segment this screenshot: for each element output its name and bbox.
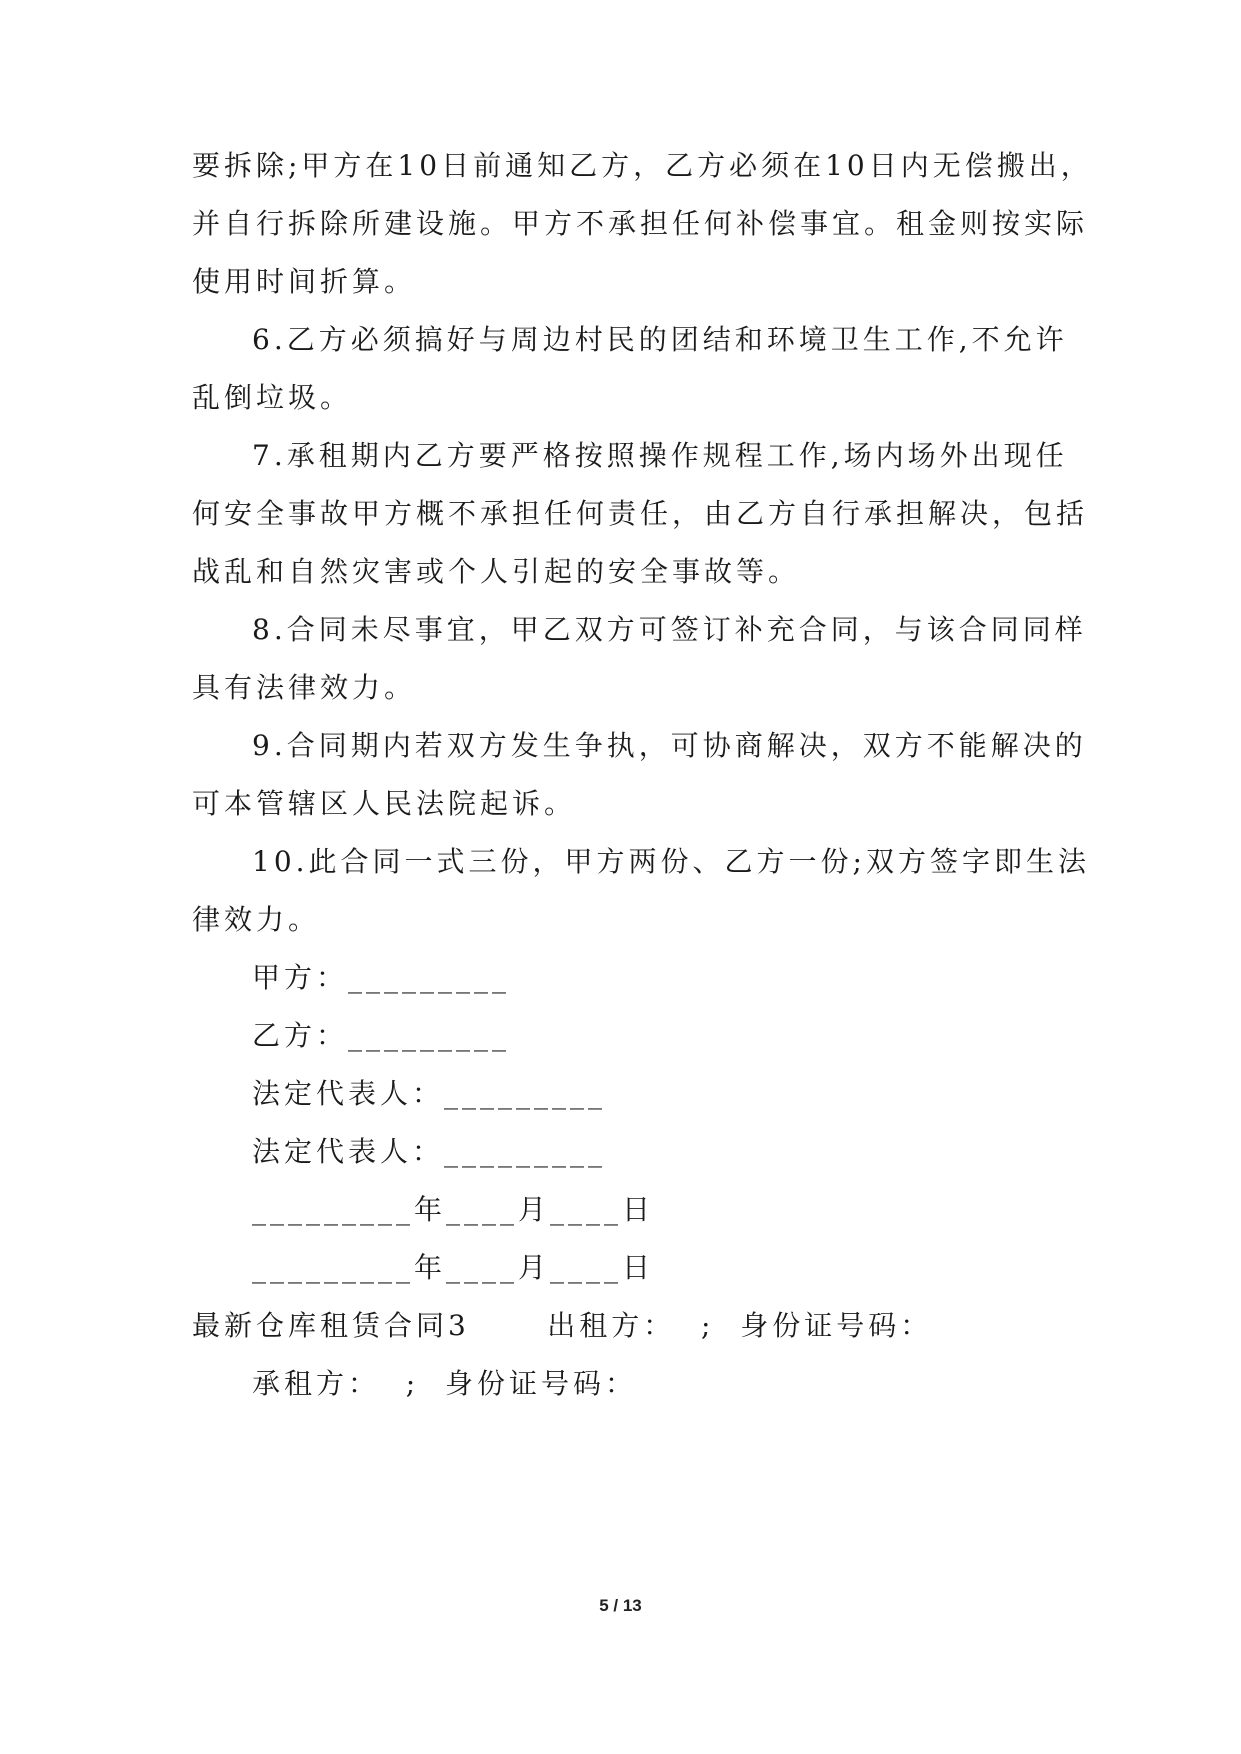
text-line: 律效力。 — [192, 903, 321, 936]
text-line: 具有法律效力。 — [192, 671, 417, 704]
date-line-b: _________年____月____日 — [252, 1251, 655, 1284]
text-line: 7.承租期内乙方要严格按照操作规程工作,场内场外出现任 — [252, 439, 1068, 472]
section-title-line: 最新仓库租赁合同3 出租方： ; 身份证号码： — [192, 1309, 933, 1342]
text-line: 并自行拆除所建设施。甲方不承担任何补偿事宜。租金则按实际 — [192, 207, 1089, 240]
text-line: 8.合同未尽事宜，甲乙双方可签订补充合同，与该合同同样 — [252, 613, 1087, 646]
signature-party-b: 乙方：_________ — [252, 1019, 511, 1052]
text-line: 6.乙方必须搞好与周边村民的团结和环境卫生工作,不允许 — [252, 323, 1068, 356]
signature-party-a: 甲方：_________ — [252, 961, 511, 994]
legal-representative-b: 法定代表人：_________ — [252, 1135, 607, 1168]
text-line: 何安全事故甲方概不承担任何责任，由乙方自行承担解决，包括 — [192, 497, 1089, 530]
page-indicator: 5 / 13 — [599, 1596, 642, 1615]
lessee-line: 承租方： ; 身份证号码： — [252, 1367, 638, 1400]
text-line: 9.合同期内若双方发生争执，可协商解决，双方不能解决的 — [252, 729, 1087, 762]
text-line: 可本管辖区人民法院起诉。 — [192, 787, 577, 820]
text-line: 战乱和自然灾害或个人引起的安全事故等。 — [192, 555, 801, 588]
legal-representative-a: 法定代表人：_________ — [252, 1077, 607, 1110]
date-line-a: _________年____月____日 — [252, 1193, 655, 1226]
text-line: 乱倒垃圾。 — [192, 381, 353, 414]
text-line: 使用时间折算。 — [192, 265, 417, 298]
text-line: 要拆除;甲方在10日前通知乙方，乙方必须在10日内无偿搬出， — [192, 149, 1093, 182]
text-line: 10.此合同一式三份，甲方两份、乙方一份;双方签字即生法 — [252, 845, 1090, 878]
